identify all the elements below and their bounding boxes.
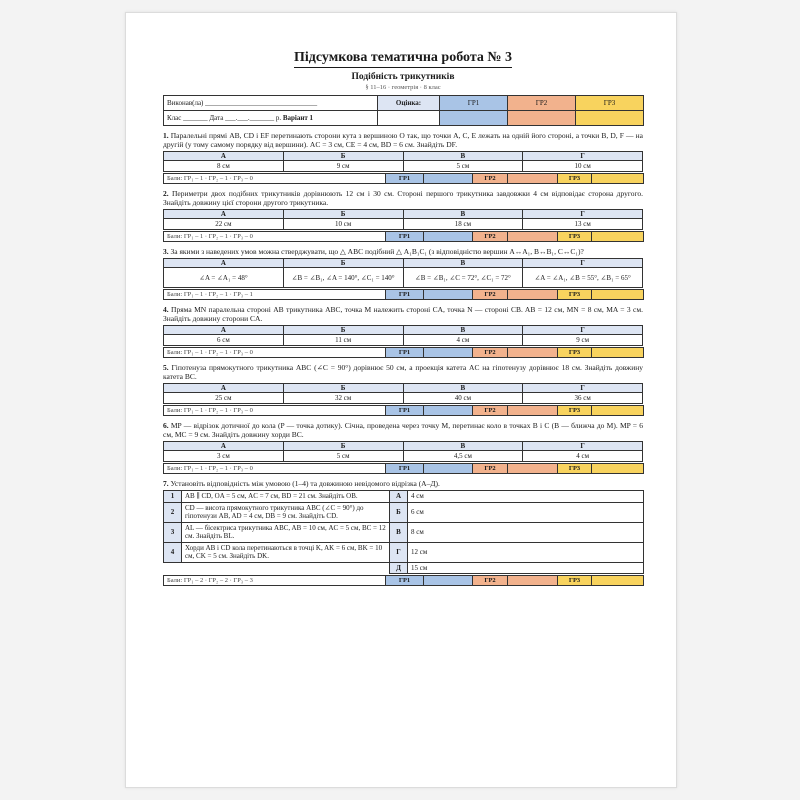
question-text [163, 305, 643, 323]
gr3-tag: ГР3 [558, 576, 592, 586]
answer-option[interactable]: 4 см [403, 335, 523, 346]
condition-text: CD — висота прямокутного трикутника ABC (∠C = 90°) до гіпотенузи AB, AD = 4 см, DB = 9 см. Знайдіть CD. [182, 502, 390, 522]
answer-option[interactable]: 10 см [283, 219, 403, 230]
gr3-tag: ГР3 [558, 174, 592, 184]
gr1-mark[interactable] [424, 464, 473, 474]
gr2-mark[interactable] [508, 406, 558, 416]
option-value[interactable]: 8 см [408, 522, 644, 542]
section-info: § 11–16 · геометрія · 8 клас [365, 84, 441, 91]
option-letter: А [164, 384, 284, 393]
answer-option[interactable]: 36 см [523, 393, 643, 404]
gr3-mark[interactable] [592, 406, 644, 416]
answer-option[interactable]: 5 см [283, 451, 403, 462]
score-label: Бали: ГР₁ – 1 · ГР₂ – 1 · ГР₃ – 1 [164, 290, 386, 300]
option-letter: В [403, 152, 523, 161]
option-letter: А [164, 259, 284, 268]
match-row [164, 491, 644, 503]
question-body: Паралельні прямі AB, CD і EF перетинають сторони кута з вершиною O так, що точки A, C, E лежать на одній його стороні, а точки B, D, F — на другій (у тому самому порядку від вершини). AC = 3 см, CE = 4 см, BD = 6 см. Знайдіть DF. [163, 131, 644, 149]
empty-cell [164, 562, 182, 574]
question-body: Пряма MN паралельна стороні AB трикутника ABC, точка M належить стороні CA, точка N — стороні CB. AB = 12 см, MN = 8 см, MA = 3 см. Знайдіть довжину сторони CA. [163, 305, 643, 323]
variant-label: Варіант 1 [282, 114, 314, 122]
question-7 [163, 479, 643, 586]
condition-number: 4 [164, 542, 182, 562]
answer-option[interactable]: ∠A = ∠A₁, ∠B = 55°, ∠B₁ = 65° [523, 268, 643, 288]
gr1-tag: ГР1 [386, 232, 424, 242]
question-number: 7. [163, 479, 169, 488]
gr2-mark[interactable] [508, 232, 558, 242]
gr2-mark[interactable] [508, 174, 558, 184]
condition-number: 2 [164, 502, 182, 522]
score-label: Бали: ГР₁ – 1 · ГР₂ – 1 · ГР₃ – 0 [164, 174, 386, 184]
option-letter: Б [283, 259, 403, 268]
answer-option[interactable]: ∠B = ∠B₁, ∠C = 72°, ∠C₁ = 72° [403, 268, 523, 288]
answer-option[interactable]: 25 см [164, 393, 284, 404]
gr1-mark[interactable] [424, 290, 473, 300]
gr1-tag: ГР1 [386, 406, 424, 416]
question-number: 6. [163, 421, 169, 430]
gr2-tag: ГР2 [473, 348, 508, 358]
gr1-tag: ГР1 [386, 348, 424, 358]
score-row [163, 289, 644, 300]
option-letter: Г [523, 326, 643, 335]
score-row [163, 231, 644, 242]
matching-table [163, 490, 644, 574]
answer-option[interactable]: 5 см [403, 161, 523, 172]
condition-text: AL — бісектриса трикутника ABC, AB = 10 см, AC = 5 см, BC = 12 см. Знайдіть BL. [182, 522, 390, 542]
gr2-tag: ГР2 [473, 464, 508, 474]
gr2-mark[interactable] [508, 348, 558, 358]
option-letter: Г [523, 259, 643, 268]
match-row [164, 542, 644, 562]
answer-table [163, 209, 643, 230]
answer-option[interactable]: 10 см [523, 161, 643, 172]
condition-number: 3 [164, 522, 182, 542]
group-1-label: ГР1 [440, 96, 508, 111]
score-label: Бали: ГР₁ – 1 · ГР₂ – 1 · ГР₃ – 0 [164, 348, 386, 358]
score-row [163, 173, 644, 184]
answer-table [163, 325, 643, 346]
gr3-tag: ГР3 [558, 290, 592, 300]
option-letter: Б [283, 152, 403, 161]
question-text [163, 247, 643, 256]
condition-text: AB ∥ CD, OA = 5 см, AC = 7 см, BD = 21 см. Знайдіть OB. [182, 491, 390, 503]
empty-cell [182, 562, 390, 574]
gr2-tag: ГР2 [473, 232, 508, 242]
student-name-field[interactable]: Виконав(ла) ________________________________ [164, 96, 378, 111]
question-text [163, 363, 643, 381]
gr3-mark[interactable] [592, 464, 644, 474]
question-number: 2. [163, 189, 169, 198]
gr3-mark[interactable] [592, 290, 644, 300]
group-1-score[interactable] [440, 111, 508, 126]
question-number: 5. [163, 363, 169, 372]
option-letter: Б [283, 326, 403, 335]
score-label: Бали: ГР₁ – 1 · ГР₂ – 1 · ГР₃ – 0 [164, 232, 386, 242]
option-letter: В [403, 210, 523, 219]
answer-option[interactable]: 4,5 см [403, 451, 523, 462]
score-label: Бали: ГР₁ – 2 · ГР₂ – 2 · ГР₃ – 3 [164, 576, 386, 586]
class-date-text: Клас _______ Дата ___.___._______ р. [167, 114, 282, 122]
match-row-extra [164, 562, 644, 574]
gr1-tag: ГР1 [386, 174, 424, 184]
option-letter: В [390, 522, 408, 542]
question-body: Гіпотенуза прямокутного трикутника ABC (∠C = 90°) дорівнює 50 см, а проекція катета AC на гіпотенузу дорівнює 18 см. Знайдіть довжину катета BC. [163, 363, 644, 381]
option-letter: Б [390, 502, 408, 522]
question-number: 1. [163, 131, 169, 140]
question-number: 3. [163, 247, 169, 256]
answer-option[interactable]: 18 см [403, 219, 523, 230]
answer-option[interactable]: 6 см [164, 335, 284, 346]
question-text [163, 479, 643, 488]
question-4 [163, 305, 643, 358]
gr3-mark[interactable] [592, 174, 644, 184]
option-letter: В [403, 259, 523, 268]
answer-option[interactable]: ∠A = ∠A₁ = 48° [164, 268, 284, 288]
answer-option[interactable]: ∠B = ∠B₁, ∠A = 140°, ∠C₁ = 140° [283, 268, 403, 288]
condition-text: Хорди AB і CD кола перетинаються в точці K, AK = 6 см, BK = 10 см, CK = 5 см. Знайдіть DK. [182, 542, 390, 562]
class-date-field[interactable] [164, 111, 378, 126]
gr3-mark[interactable] [592, 232, 644, 242]
gr1-mark[interactable] [424, 576, 473, 586]
question-6 [163, 421, 643, 474]
page-subtitle: Подібність трикутників [351, 72, 455, 82]
answer-option[interactable]: 4 см [523, 451, 643, 462]
question-number: 4. [163, 305, 169, 314]
option-letter: В [403, 326, 523, 335]
answer-table [163, 441, 643, 462]
score-row [163, 463, 644, 474]
option-value[interactable]: 12 см [408, 542, 644, 562]
score-row [163, 347, 644, 358]
gr2-tag: ГР2 [473, 290, 508, 300]
gr2-tag: ГР2 [473, 174, 508, 184]
question-body: Установіть відповідність між умовою (1–4) та довжиною невідомого відрізка (А–Д). [170, 479, 440, 488]
gr2-mark[interactable] [508, 464, 558, 474]
question-body: MP — відрізок дотичної до кола (P — точка дотику). Січна, проведена через точку M, перетинає коло в точках B і C (B — ближча до M). MP = 6 см, MC = 9 см. Знайдіть довжину хорди BC. [163, 421, 644, 439]
question-text [163, 189, 643, 207]
gr3-tag: ГР3 [558, 464, 592, 474]
gr2-tag: ГР2 [473, 406, 508, 416]
option-letter: А [164, 442, 284, 451]
student-header-table [163, 95, 644, 126]
option-letter: А [164, 152, 284, 161]
option-letter: Б [283, 384, 403, 393]
answer-option[interactable]: 22 см [164, 219, 284, 230]
group-3-score[interactable] [576, 111, 644, 126]
option-letter: А [164, 326, 284, 335]
condition-number: 1 [164, 491, 182, 503]
answer-option[interactable]: 13 см [523, 219, 643, 230]
answer-option[interactable]: 9 см [523, 335, 643, 346]
gr1-tag: ГР1 [386, 464, 424, 474]
score-label: Бали: ГР₁ – 1 · ГР₂ – 1 · ГР₃ – 0 [164, 464, 386, 474]
answer-option[interactable]: 32 см [283, 393, 403, 404]
group-2-score[interactable] [508, 111, 576, 126]
gr1-mark[interactable] [424, 174, 473, 184]
gr2-mark[interactable] [508, 576, 558, 586]
option-letter: Г [390, 542, 408, 562]
option-letter: Б [283, 442, 403, 451]
answer-option[interactable]: 9 см [283, 161, 403, 172]
option-letter: Г [523, 210, 643, 219]
answer-option[interactable]: 3 см [164, 451, 284, 462]
option-letter: А [164, 210, 284, 219]
grade-cell[interactable] [378, 111, 440, 126]
answer-option[interactable]: 40 см [403, 393, 523, 404]
match-row [164, 522, 644, 542]
question-body: За якими з наведених умов можна стверджувати, що △ ABC подібний △ A₁B₁C₁ (з відповідністю вершин A↔A₁, B↔B₁, C↔C₁)? [170, 247, 584, 256]
question-text [163, 131, 643, 149]
question-body: Периметри двох подібних трикутників дорівнюють 12 см і 30 см. Стороні першого трикутника завдовжки 4 см відповідає сторона другого. Знайдіть довжину цієї сторони другого трикутника. [163, 189, 643, 207]
answer-table [163, 383, 643, 404]
score-label: Бали: ГР₁ – 1 · ГР₂ – 1 · ГР₃ – 0 [164, 406, 386, 416]
answer-option[interactable]: 8 см [164, 161, 284, 172]
score-row [163, 575, 644, 586]
gr2-mark[interactable] [508, 290, 558, 300]
gr1-tag: ГР1 [386, 576, 424, 586]
answer-option[interactable]: 11 см [283, 335, 403, 346]
questions-list [163, 131, 643, 474]
option-letter: В [403, 384, 523, 393]
page-title [163, 49, 643, 68]
option-value[interactable]: 15 см [408, 562, 644, 574]
option-letter: Б [283, 210, 403, 219]
grade-label: Оцінка: [378, 96, 440, 111]
gr3-tag: ГР3 [558, 406, 592, 416]
question-2 [163, 189, 643, 242]
gr1-mark[interactable] [424, 348, 473, 358]
answer-table [163, 258, 643, 288]
option-letter: Г [523, 384, 643, 393]
gr1-mark[interactable] [424, 406, 473, 416]
option-value[interactable]: 6 см [408, 502, 644, 522]
gr3-tag: ГР3 [558, 348, 592, 358]
option-letter: В [403, 442, 523, 451]
group-3-label: ГР3 [576, 96, 644, 111]
gr3-mark[interactable] [592, 348, 644, 358]
match-row [164, 502, 644, 522]
title-text: Підсумкова тематична робота № 3 [294, 49, 512, 68]
score-row [163, 405, 644, 416]
option-letter: Г [523, 152, 643, 161]
gr1-tag: ГР1 [386, 290, 424, 300]
question-1 [163, 131, 643, 184]
question-text [163, 421, 643, 439]
gr3-mark[interactable] [592, 576, 644, 586]
worksheet-page [125, 12, 677, 788]
gr1-mark[interactable] [424, 232, 473, 242]
worksheet-content [163, 49, 643, 586]
gr3-tag: ГР3 [558, 232, 592, 242]
answer-table [163, 151, 643, 172]
group-2-label: ГР2 [508, 96, 576, 111]
option-letter: А [390, 491, 408, 503]
question-5 [163, 363, 643, 416]
question-3 [163, 247, 643, 300]
gr2-tag: ГР2 [473, 576, 508, 586]
option-letter: Д [390, 562, 408, 574]
option-letter: Г [523, 442, 643, 451]
option-value[interactable]: 4 см [408, 491, 644, 503]
